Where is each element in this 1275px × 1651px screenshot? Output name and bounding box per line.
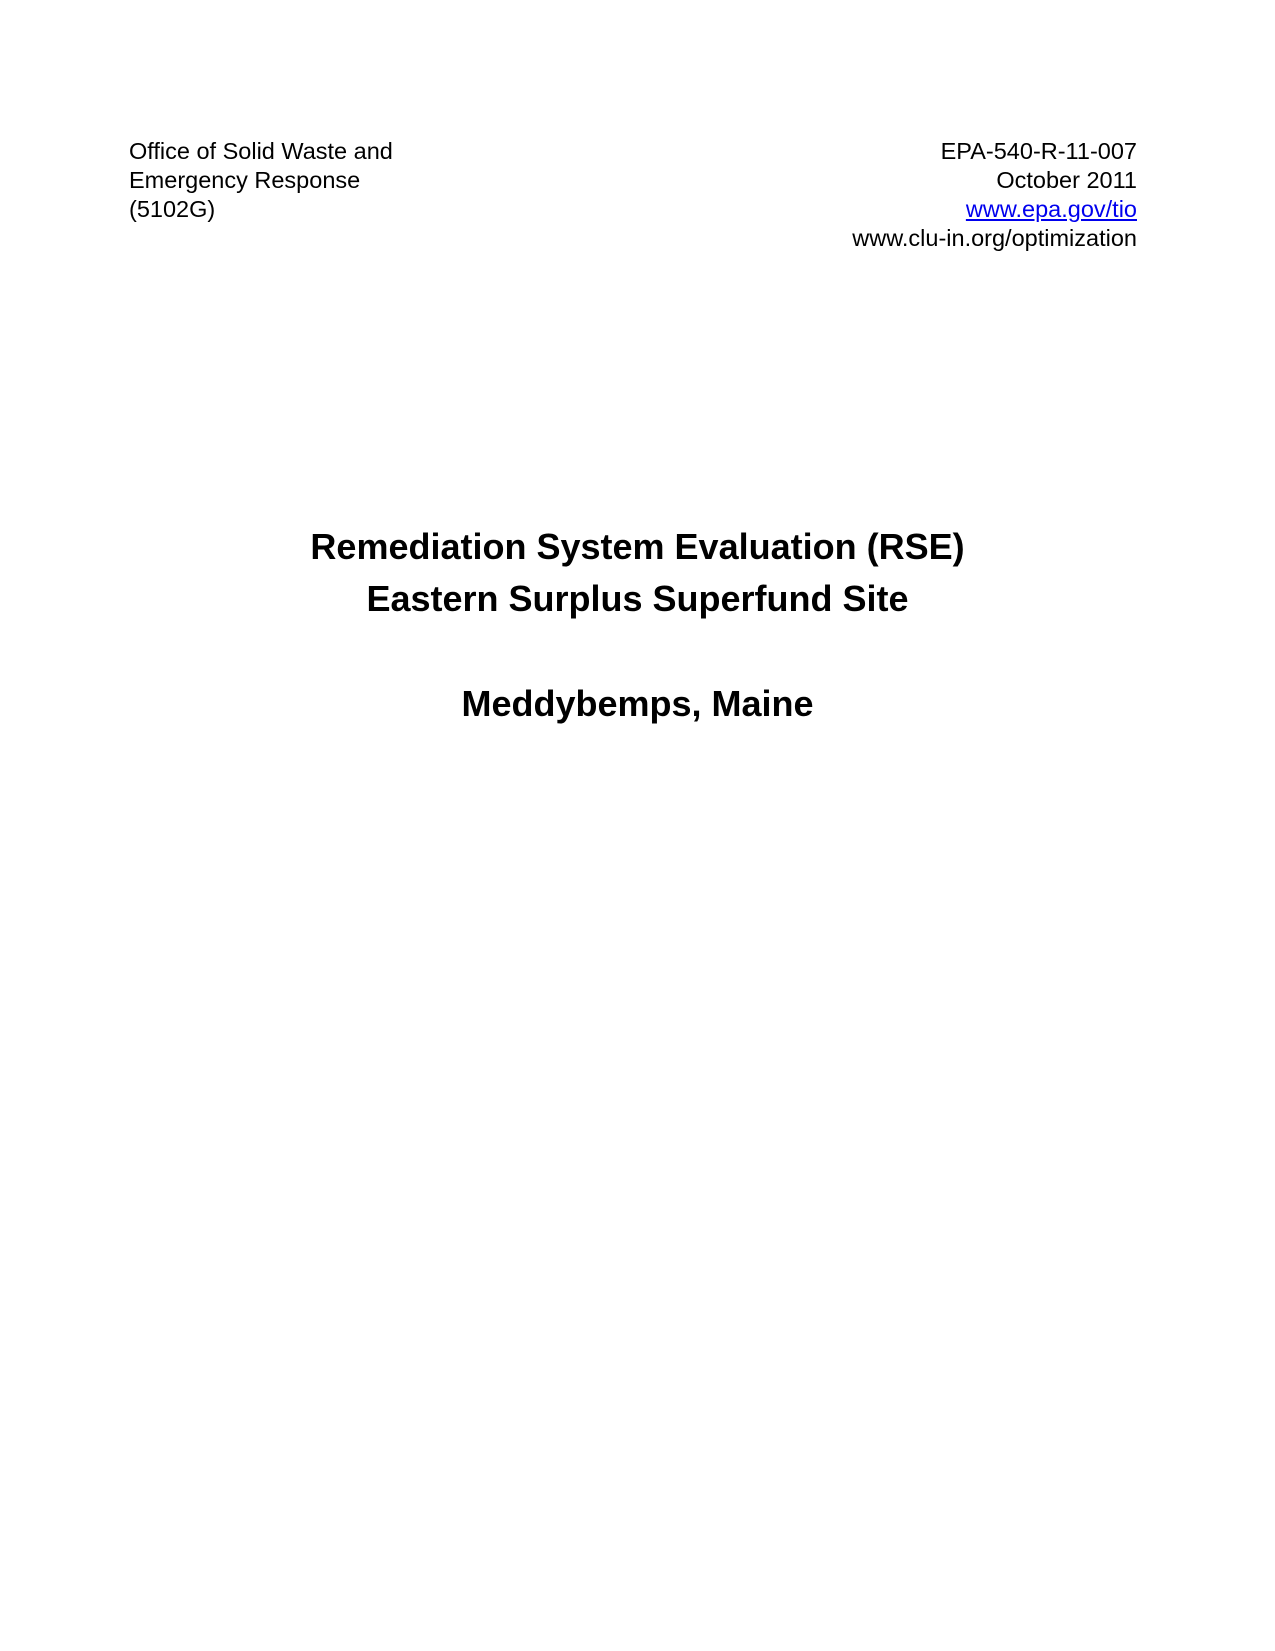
epa-link-row (852, 195, 1137, 224)
clu-in-url: www.clu-in.org/optimization (852, 225, 1137, 251)
report-date: October 2011 (996, 167, 1137, 193)
document-title (0, 521, 1275, 625)
office-block (129, 137, 393, 224)
office-line-3: (5102G) (129, 196, 216, 222)
office-line-1: Office of Solid Waste and (129, 138, 393, 164)
title-line-1: Remediation System Evaluation (RSE) (310, 526, 965, 567)
site-location: Meddybemps, Maine (461, 683, 814, 724)
report-info-block (852, 137, 1137, 253)
epa-tio-link[interactable]: www.epa.gov/tio (965, 196, 1137, 222)
office-line-2: Emergency Response (129, 167, 361, 193)
report-number: EPA-540-R-11-007 (940, 138, 1137, 164)
title-line-2: Eastern Surplus Superfund Site (366, 578, 909, 619)
